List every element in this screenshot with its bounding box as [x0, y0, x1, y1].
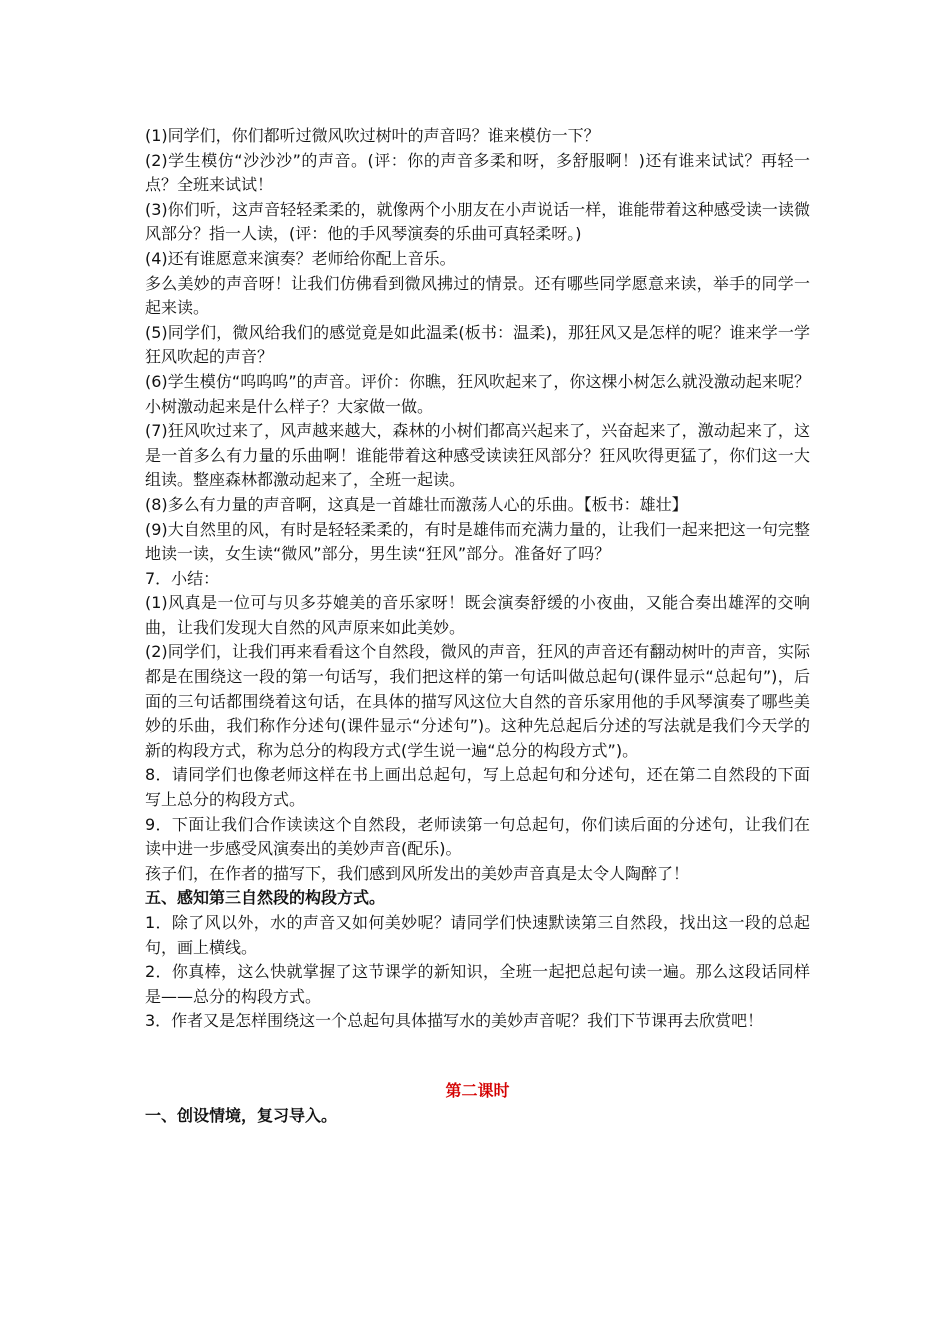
paragraph-16: 孩子们，在作者的描写下，我们感到风所发出的美妙声音真是太令人陶醉了！ — [145, 863, 690, 883]
section-5-paragraph-3: 3．作者又是怎样围绕这一个总起句具体描写水的美妙声音呢？我们下节课再去欣赏吧！ — [145, 1011, 764, 1031]
paragraph-3: (3)你们听，这声音轻轻柔柔的，就像两个小朋友在小声说话一样，谁能带着这种感受读一读微风部分？指一人读，(评：他的手风琴演奏的乐曲可真轻柔呀。) — [145, 199, 810, 244]
paragraph-6: (5)同学们，微风给我们的感觉竟是如此温柔(板书：温柔)，那狂风又是怎样的呢？谁来学一学狂风吹起的声音？ — [145, 322, 810, 367]
paragraph-9: (8)多么有力量的声音啊，这真是一首雄壮而激荡人心的乐曲。【板书：雄壮】 — [145, 494, 688, 514]
paragraph-15: 9．下面让我们合作读读这个自然段，老师读第一句总起句，你们读后面的分述句，让我们在读中进一步感受风演奏出的美妙声音(配乐)。 — [145, 814, 810, 859]
document-body — [145, 124, 810, 1128]
lesson-2-section-1-heading: 一、创设情境，复习导入。 — [145, 1105, 338, 1125]
paragraph-1: (1)同学们，你们都听过微风吹过树叶的声音吗？谁来模仿一下？ — [145, 126, 600, 145]
paragraph-12: (1)风真是一位可与贝多芬媲美的音乐家呀！既会演奏舒缓的小夜曲，又能合奏出雄浑的交响曲，让我们发现大自然的风声原来如此美妙。 — [145, 593, 810, 637]
paragraph-13: (2)同学们，让我们再来看看这个自然段，微风的声音，狂风的声音还有翻动树叶的声音，实际都是在围绕这一段的第一句话写，我们把这样的第一句话叫做总起句(课件显示“总起句”)，后面的三句话都围绕着这句话，在具体的描写风这位大自然的音乐家用他的手风琴演奏了哪些美妙的乐曲，我们称作分述句(课件显示“分述句”)。这种先总起后分述的写法就是我们今天学的新的构段方式，称为总分的构段方式(学生说一遍“总分的构段方式”)。 — [145, 642, 810, 760]
paragraph-2: (2)学生模仿“沙沙沙”的声音。(评：你的声音多柔和呀，多舒服啊！)还有谁来试试？再轻一点？全班来试试！ — [145, 150, 810, 195]
section-5-paragraph-1: 1．除了风以外，水的声音又如何美妙呢？请同学们快速默读第三自然段，找出这一段的总起句，画上横线。 — [145, 913, 810, 957]
paragraph-5: 多么美妙的声音呀！让我们仿佛看到微风拂过的情景。还有哪些同学愿意来读，举手的同学一起来读。 — [145, 273, 810, 318]
section-5-heading: 五、感知第三自然段的构段方式。 — [145, 888, 386, 908]
paragraph-4: (4)还有谁愿意来演奏？老师给你配上音乐。 — [145, 248, 456, 268]
lesson-2-title: 第二课时 — [445, 1080, 510, 1100]
paragraph-8: (7)狂风吹过来了，风声越来越大，森林的小树们都高兴起来了，兴奋起来了，激动起来了，这是一首多么有力量的乐曲啊！谁能带着这种感受读读狂风部分？狂风吹得更猛了，你们这一大组读。整座森林都激动起来了，全班一起读。 — [145, 421, 810, 490]
paragraph-7: (6)学生模仿“呜呜呜”的声音。评价：你瞧，狂风吹起来了，你这棵小树怎么就没激动起来呢？小树激动起来是什么样子？大家做一做。 — [145, 371, 810, 416]
paragraph-14: 8．请同学们也像老师这样在书上画出总起句，写上总起句和分述句，还在第二自然段的下面写上总分的构段方式。 — [145, 765, 810, 810]
section-5-paragraph-2: 2．你真棒，这么快就掌握了这节课学的新知识，全班一起把总起句读一遍。那么这段话同样是——总分的构段方式。 — [145, 962, 810, 1006]
paragraph-10: (9)大自然里的风，有时是轻轻柔柔的，有时是雄伟而充满力量的，让我们一起来把这一句完整地读一读，女生读“微风”部分，男生读“狂风”部分。准备好了吗？ — [145, 519, 810, 564]
paragraph-summary-label: 7．小结： — [145, 568, 220, 588]
